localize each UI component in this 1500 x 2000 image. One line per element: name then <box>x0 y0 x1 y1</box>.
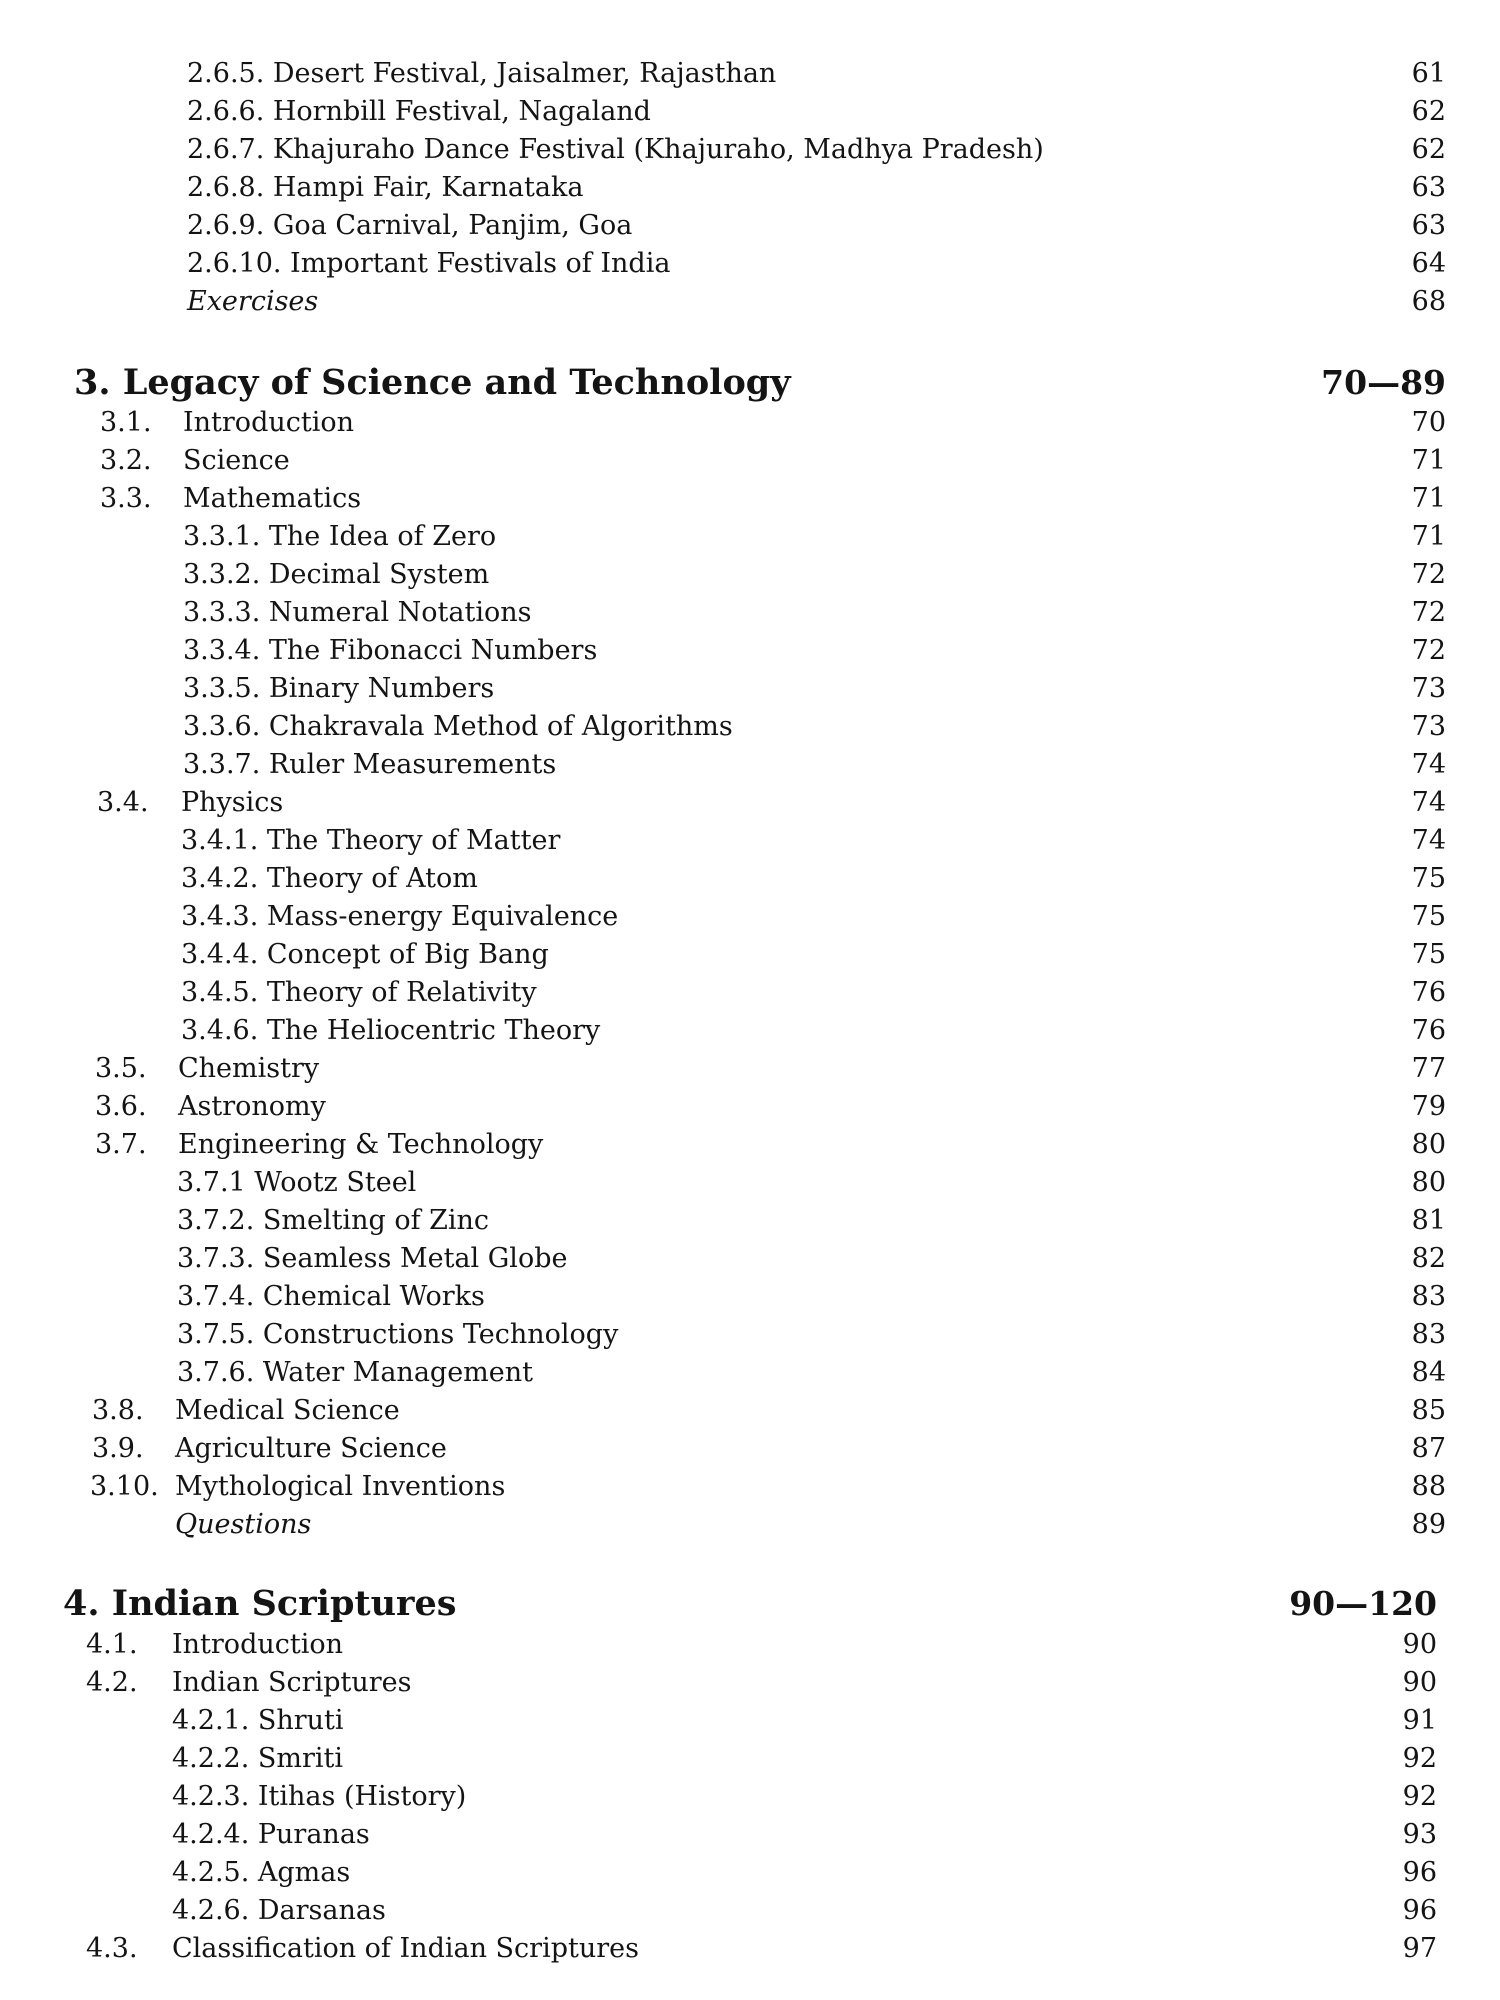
toc-entry-page: 71 <box>1411 445 1446 476</box>
toc-entry-title: Mathematics <box>183 483 362 514</box>
toc-entry-number: 3.6. <box>95 1091 147 1122</box>
toc-entry-page: 63 <box>1411 210 1446 241</box>
toc-entry-3-10 <box>0 1468 1500 1506</box>
toc-entry-page: 74 <box>1411 825 1446 856</box>
toc-entry-number: 3.3. <box>100 483 152 514</box>
toc-entry-title: Questions <box>175 1509 312 1540</box>
toc-entry-page: 73 <box>1411 673 1446 704</box>
toc-entry-page: 74 <box>1411 787 1446 818</box>
toc-entry-page: 62 <box>1411 134 1446 165</box>
toc-entry-title: 2.6.8. Hampi Fair, Karnataka <box>187 172 584 203</box>
toc-entry-4-2-1 <box>0 1702 1500 1740</box>
toc-entry-3-7-6 <box>0 1354 1500 1392</box>
toc-entry-number: 3.10. <box>90 1471 159 1502</box>
toc-entry-page: 73 <box>1411 711 1446 742</box>
toc-entry-3-4-2 <box>0 860 1500 898</box>
toc-entry-title: 2.6.7. Khajuraho Dance Festival (Khajuraho, Madhya Pradesh) <box>187 134 1044 165</box>
toc-entry-number: 4.3. <box>86 1933 138 1964</box>
toc-entry-page: 80 <box>1411 1129 1446 1160</box>
toc-entry-4-2-4 <box>0 1816 1500 1854</box>
toc-entry-page: 89 <box>1411 1509 1446 1540</box>
toc-entry-title: 3.4.5. Theory of Relativity <box>181 977 537 1008</box>
toc-entry-4-1 <box>0 1626 1500 1664</box>
toc-entry-page: 91 <box>1402 1705 1437 1736</box>
toc-entry-page: 92 <box>1402 1781 1437 1812</box>
toc-entry-title: Physics <box>181 787 284 818</box>
toc-entry-title: Medical Science <box>175 1395 400 1426</box>
toc-entry-number: 3.8. <box>92 1395 144 1426</box>
toc-entry-number: 3.7. <box>95 1129 147 1160</box>
toc-entry-3-3-4 <box>0 632 1500 670</box>
chapter-heading-4 <box>0 1583 1500 1624</box>
toc-entry-page: 83 <box>1411 1281 1446 1312</box>
toc-entry-title: 3.7.5. Constructions Technology <box>177 1319 619 1350</box>
toc-entry-title: 3.7.1 Wootz Steel <box>177 1167 417 1198</box>
toc-entry-3-7-1 <box>0 1164 1500 1202</box>
toc-entry-3-6 <box>0 1088 1500 1126</box>
toc-entry-page: 72 <box>1411 597 1446 628</box>
toc-entry-3-8 <box>0 1392 1500 1430</box>
toc-entry-2-6-7 <box>0 131 1500 169</box>
toc-entry-3-7-2 <box>0 1202 1500 1240</box>
toc-entry-3-2 <box>0 442 1500 480</box>
chapter-page-range: 90—120 <box>1289 1584 1437 1623</box>
chapter-title: 4. Indian Scriptures <box>63 1583 457 1624</box>
toc-entry-page: 71 <box>1411 521 1446 552</box>
toc-entry-page: 77 <box>1411 1053 1446 1084</box>
toc-entry-title: 2.6.10. Important Festivals of India <box>187 248 671 279</box>
toc-entry-title: 3.7.4. Chemical Works <box>177 1281 485 1312</box>
toc-entry-page: 96 <box>1402 1857 1437 1888</box>
toc-entry-number: 4.1. <box>86 1629 138 1660</box>
toc-entry-page: 71 <box>1411 483 1446 514</box>
toc-entry-title: 2.6.6. Hornbill Festival, Nagaland <box>187 96 651 127</box>
toc-entry-title: Science <box>183 445 290 476</box>
toc-entry-3-4-4 <box>0 936 1500 974</box>
toc-entry-4-2-2 <box>0 1740 1500 1778</box>
toc-entry-title: Mythological Inventions <box>175 1471 506 1502</box>
toc-entry-3-3-1 <box>0 518 1500 556</box>
toc-entry-3-3 <box>0 480 1500 518</box>
toc-entry-3-3-7 <box>0 746 1500 784</box>
toc-entry-page: 83 <box>1411 1319 1446 1350</box>
toc-entry-page: 79 <box>1411 1091 1446 1122</box>
toc-entry-title: 3.3.6. Chakravala Method of Algorithms <box>183 711 733 742</box>
toc-entry-page: 75 <box>1411 863 1446 894</box>
toc-entry-number: 3.5. <box>95 1053 147 1084</box>
toc-entry-title: 4.2.4. Puranas <box>172 1819 370 1850</box>
toc-entry-title: 3.3.7. Ruler Measurements <box>183 749 557 780</box>
toc-entry-2-6-5 <box>0 55 1500 93</box>
toc-entry-title: Astronomy <box>178 1091 326 1122</box>
toc-entry-3-3-5 <box>0 670 1500 708</box>
toc-entry-page: 80 <box>1411 1167 1446 1198</box>
toc-entry-page: 64 <box>1411 248 1446 279</box>
toc-entry-page: 84 <box>1411 1357 1446 1388</box>
toc-entry-2-6-8 <box>0 169 1500 207</box>
toc-entry-3-7-3 <box>0 1240 1500 1278</box>
toc-entry-page: 72 <box>1411 559 1446 590</box>
toc-entry-page: 82 <box>1411 1243 1446 1274</box>
toc-entry-number: 3.4. <box>97 787 149 818</box>
toc-entry-page: 63 <box>1411 172 1446 203</box>
toc-entry-title: 4.2.1. Shruti <box>172 1705 344 1736</box>
toc-entry-title: Classification of Indian Scriptures <box>172 1933 639 1964</box>
toc-entry-3-1 <box>0 404 1500 442</box>
toc-entry-title: Introduction <box>183 407 354 438</box>
toc-entry-title: 3.3.3. Numeral Notations <box>183 597 532 628</box>
toc-entry-title: 3.4.3. Mass-energy Equivalence <box>181 901 619 932</box>
toc-entry-3-5 <box>0 1050 1500 1088</box>
toc-entry-page: 61 <box>1411 58 1446 89</box>
toc-entry-title: 2.6.9. Goa Carnival, Panjim, Goa <box>187 210 633 241</box>
toc-entry-3-3-2 <box>0 556 1500 594</box>
toc-entry-page: 87 <box>1411 1433 1446 1464</box>
toc-entry-page: 74 <box>1411 749 1446 780</box>
toc-entry-number: 3.9. <box>92 1433 144 1464</box>
toc-entry-page: 90 <box>1402 1667 1437 1698</box>
toc-entry-3-9 <box>0 1430 1500 1468</box>
toc-entry-page: 72 <box>1411 635 1446 666</box>
toc-entry-page: 81 <box>1411 1205 1446 1236</box>
toc-entry-title: 4.2.2. Smriti <box>172 1743 343 1774</box>
toc-entry-page: 76 <box>1411 977 1446 1008</box>
toc-entry-3-3-3 <box>0 594 1500 632</box>
toc-entry-page: 70 <box>1411 407 1446 438</box>
toc-entry-3-4 <box>0 784 1500 822</box>
toc-entry-title: 3.7.3. Seamless Metal Globe <box>177 1243 568 1274</box>
toc-entry-title: 3.7.6. Water Management <box>177 1357 533 1388</box>
toc-entry-title: Introduction <box>172 1629 343 1660</box>
toc-entry-4-2-6 <box>0 1892 1500 1930</box>
toc-entry-title: Chemistry <box>178 1053 320 1084</box>
chapter-heading-3 <box>0 362 1500 403</box>
toc-entry-title: 3.4.2. Theory of Atom <box>181 863 478 894</box>
toc-entry-title: Exercises <box>187 286 319 317</box>
toc-entry-page: 75 <box>1411 901 1446 932</box>
toc-entry-page: 96 <box>1402 1895 1437 1926</box>
toc-entry-title: 3.3.5. Binary Numbers <box>183 673 495 704</box>
toc-entry-number: 4.2. <box>86 1667 138 1698</box>
toc-entry-2-6-10 <box>0 245 1500 283</box>
toc-entry-3-7-4 <box>0 1278 1500 1316</box>
toc-entry-2-6-9 <box>0 207 1500 245</box>
toc-entry-title: 3.4.1. The Theory of Matter <box>181 825 561 856</box>
toc-entry-title: Agriculture Science <box>175 1433 447 1464</box>
toc-entry-page: 92 <box>1402 1743 1437 1774</box>
toc-entry-title: 4.2.3. Itihas (History) <box>172 1781 467 1812</box>
toc-entry-number: 3.2. <box>100 445 152 476</box>
toc-entry-title: 3.3.4. The Fibonacci Numbers <box>183 635 598 666</box>
toc-entry-3-4-6 <box>0 1012 1500 1050</box>
toc-entry-questions <box>0 1506 1500 1544</box>
toc-entry-page: 93 <box>1402 1819 1437 1850</box>
toc-entry-title: 3.3.1. The Idea of Zero <box>183 521 497 552</box>
toc-entry-title: 3.4.6. The Heliocentric Theory <box>181 1015 601 1046</box>
toc-entry-3-7 <box>0 1126 1500 1164</box>
toc-entry-page: 62 <box>1411 96 1446 127</box>
toc-entry-page: 68 <box>1411 286 1446 317</box>
toc-entry-title: 3.4.4. Concept of Big Bang <box>181 939 549 970</box>
toc-entry-title: 4.2.6. Darsanas <box>172 1895 386 1926</box>
toc-entry-4-3 <box>0 1930 1500 1968</box>
toc-entry-3-4-1 <box>0 822 1500 860</box>
toc-entry-page: 75 <box>1411 939 1446 970</box>
toc-entry-title: Engineering & Technology <box>178 1129 544 1160</box>
chapter-page-range: 70—89 <box>1321 363 1446 402</box>
toc-entry-page: 88 <box>1411 1471 1446 1502</box>
toc-entry-page: 90 <box>1402 1629 1437 1660</box>
toc-entry-title: Indian Scriptures <box>172 1667 412 1698</box>
toc-entry-3-4-3 <box>0 898 1500 936</box>
toc-entry-number: 3.1. <box>100 407 152 438</box>
toc-entry-page: 85 <box>1411 1395 1446 1426</box>
toc-entry-page: 76 <box>1411 1015 1446 1046</box>
chapter-title: 3. Legacy of Science and Technology <box>74 362 791 403</box>
toc-entry-exercises <box>0 283 1500 321</box>
toc-entry-4-2-3 <box>0 1778 1500 1816</box>
toc-entry-title: 2.6.5. Desert Festival, Jaisalmer, Rajasthan <box>187 58 777 89</box>
toc-entry-title: 4.2.5. Agmas <box>172 1857 351 1888</box>
toc-entry-title: 3.3.2. Decimal System <box>183 559 490 590</box>
toc-entry-4-2 <box>0 1664 1500 1702</box>
toc-entry-title: 3.7.2. Smelting of Zinc <box>177 1205 490 1236</box>
toc-entry-3-4-5 <box>0 974 1500 1012</box>
toc-entry-2-6-6 <box>0 93 1500 131</box>
toc-entry-page: 97 <box>1402 1933 1437 1964</box>
toc-entry-3-7-5 <box>0 1316 1500 1354</box>
toc-entry-3-3-6 <box>0 708 1500 746</box>
toc-entry-4-2-5 <box>0 1854 1500 1892</box>
